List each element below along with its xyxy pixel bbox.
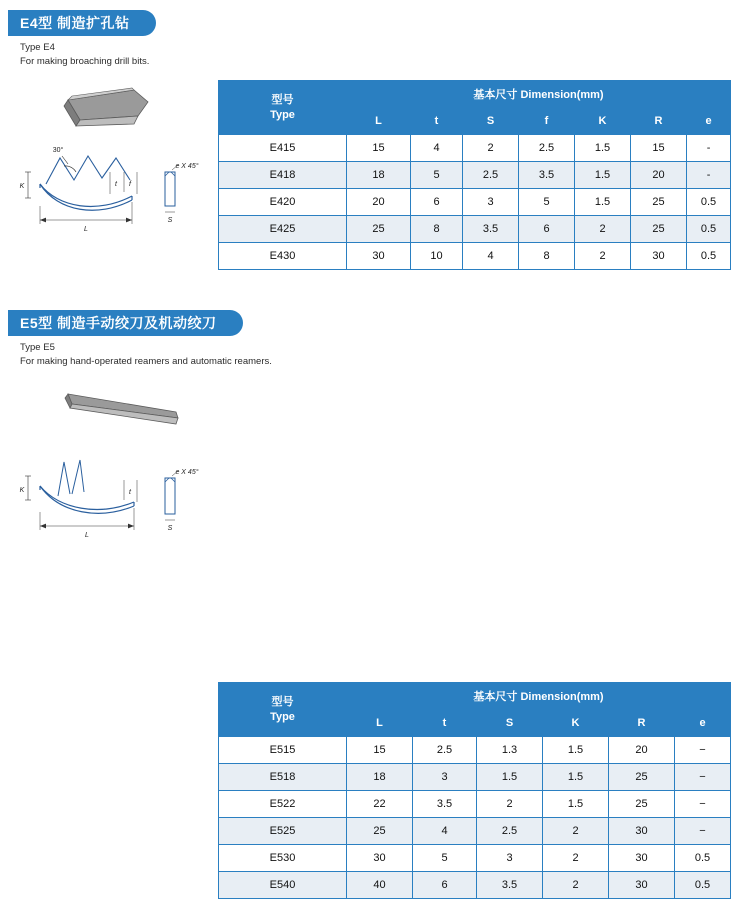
cell-value: − <box>675 764 731 791</box>
table-row <box>219 243 731 270</box>
header-col-L-e4: L <box>347 108 411 135</box>
cell-value: 1.5 <box>575 189 631 216</box>
dim-label-s-e5: S <box>167 525 173 532</box>
cell-value: - <box>687 162 731 189</box>
cell-value: 2 <box>543 845 609 872</box>
cell-value: 30 <box>609 845 675 872</box>
cell-type: E525 <box>219 818 347 845</box>
cell-value: 2 <box>477 791 543 818</box>
cell-value: 18 <box>347 764 413 791</box>
cell-value: 3.5 <box>413 791 477 818</box>
cell-value: 25 <box>631 216 687 243</box>
cell-value: 1.3 <box>477 737 543 764</box>
subtitle-cn-e4: Type E4 <box>20 42 55 53</box>
cell-value: 1.5 <box>477 764 543 791</box>
dim-label-s-e4: S <box>167 217 173 224</box>
cell-value: 30 <box>347 243 411 270</box>
cell-value: 3.5 <box>519 162 575 189</box>
angle-label-e4: 30° <box>52 147 64 154</box>
header-type-e5 <box>219 683 347 737</box>
cell-value: 2 <box>575 243 631 270</box>
cell-value: 15 <box>631 135 687 162</box>
table-row <box>219 872 731 899</box>
spec-table-e5 <box>218 682 731 899</box>
cell-value: 5 <box>411 162 463 189</box>
table-row <box>219 135 731 162</box>
cell-value: 0.5 <box>687 216 731 243</box>
cell-value: 6 <box>413 872 477 899</box>
header-col-R-e4: R <box>631 108 687 135</box>
cell-value: 2 <box>543 818 609 845</box>
cell-value: 15 <box>347 737 413 764</box>
cell-value: 3.5 <box>477 872 543 899</box>
header-col-S-e5: S <box>477 710 543 737</box>
dim-label-l-e5: L <box>85 532 89 539</box>
cell-value: 15 <box>347 135 411 162</box>
cell-value: 1.5 <box>543 764 609 791</box>
chamfer-label-e4: e X 45° <box>175 163 199 170</box>
header-type-en-e5: Type <box>270 710 295 723</box>
header-type-en-e4: Type <box>270 108 295 121</box>
banner-e5 <box>8 310 243 336</box>
header-col-f-e4: f <box>519 108 575 135</box>
cell-value: 0.5 <box>687 243 731 270</box>
header-type-cn-e5: 型号 <box>271 695 294 708</box>
technical-drawing-e5 <box>6 376 206 556</box>
cell-type: E420 <box>219 189 347 216</box>
table-header-row-top-e5 <box>219 683 731 710</box>
table-row <box>219 764 731 791</box>
cell-type: E522 <box>219 791 347 818</box>
cell-value: 0.5 <box>675 845 731 872</box>
cell-type: E425 <box>219 216 347 243</box>
table-row <box>219 216 731 243</box>
cell-value: 1.5 <box>575 135 631 162</box>
cell-type: E415 <box>219 135 347 162</box>
cell-value: 1.5 <box>543 791 609 818</box>
cell-value: 2.5 <box>463 162 519 189</box>
header-col-e-e4: e <box>687 108 731 135</box>
chamfer-label-e5: e X 45° <box>175 469 199 476</box>
cell-type: E540 <box>219 872 347 899</box>
cell-value: 2.5 <box>413 737 477 764</box>
cell-value: 30 <box>631 243 687 270</box>
cell-value: 5 <box>413 845 477 872</box>
cell-value: 25 <box>347 818 413 845</box>
header-col-S-e4: S <box>463 108 519 135</box>
dim-label-l-e4: L <box>84 226 88 233</box>
cell-value: 22 <box>347 791 413 818</box>
cell-value: 2 <box>463 135 519 162</box>
header-col-t-e5: t <box>413 710 477 737</box>
subtitle-en-e4: For making broaching drill bits. <box>20 56 150 67</box>
cell-value: 3 <box>477 845 543 872</box>
cell-value: 0.5 <box>675 872 731 899</box>
table-header-row-top-e4 <box>219 81 731 108</box>
header-type-e4 <box>219 81 347 135</box>
header-col-K-e4: K <box>575 108 631 135</box>
header-col-t-e4: t <box>411 108 463 135</box>
cell-type: E430 <box>219 243 347 270</box>
table-row <box>219 189 731 216</box>
drawing-svg-e5 <box>6 376 206 556</box>
cell-value: 25 <box>609 791 675 818</box>
table-row <box>219 737 731 764</box>
banner-e4 <box>8 10 156 36</box>
cell-value: 25 <box>609 764 675 791</box>
cell-type: E518 <box>219 764 347 791</box>
cell-value: 30 <box>609 818 675 845</box>
cell-value: 4 <box>411 135 463 162</box>
spec-table-e4 <box>218 80 731 270</box>
cell-value: 30 <box>609 872 675 899</box>
cell-value: − <box>675 791 731 818</box>
subtitle-cn-e5: Type E5 <box>20 342 55 353</box>
cell-value: 0.5 <box>687 189 731 216</box>
cell-value: 18 <box>347 162 411 189</box>
banner-title-e4: E4型 制造扩孔钻 <box>20 15 130 31</box>
cell-value: 25 <box>631 189 687 216</box>
cell-type: E515 <box>219 737 347 764</box>
cell-value: 5 <box>519 189 575 216</box>
table-row <box>219 845 731 872</box>
cell-value: 30 <box>347 845 413 872</box>
banner-title-e5: E5型 制造手动绞刀及机动绞刀 <box>20 315 217 331</box>
cell-value: - <box>687 135 731 162</box>
subtitle-en-e5: For making hand-operated reamers and automatic reamers. <box>20 356 272 367</box>
header-col-R-e5: R <box>609 710 675 737</box>
dim-label-k-e4: K <box>19 183 25 190</box>
cell-value: 2.5 <box>477 818 543 845</box>
cell-value: 3 <box>413 764 477 791</box>
technical-drawing-e4 <box>6 76 206 256</box>
cell-value: 4 <box>413 818 477 845</box>
cell-value: 20 <box>631 162 687 189</box>
header-col-L-e5: L <box>347 710 413 737</box>
cell-value: 1.5 <box>543 737 609 764</box>
table-row <box>219 162 731 189</box>
cell-value: 40 <box>347 872 413 899</box>
cell-value: 20 <box>609 737 675 764</box>
dim-label-t-e4: t <box>115 181 117 188</box>
cell-value: 8 <box>411 216 463 243</box>
cell-type: E530 <box>219 845 347 872</box>
cell-type: E418 <box>219 162 347 189</box>
dim-label-k-e5: K <box>19 487 25 494</box>
table-row <box>219 791 731 818</box>
header-col-K-e5: K <box>543 710 609 737</box>
cell-value: 6 <box>411 189 463 216</box>
header-col-e-e5: e <box>675 710 731 737</box>
cell-value: 3 <box>463 189 519 216</box>
cell-value: 2 <box>543 872 609 899</box>
cell-value: 2.5 <box>519 135 575 162</box>
cell-value: 10 <box>411 243 463 270</box>
cell-value: 4 <box>463 243 519 270</box>
header-dimension-e4: 基本尺寸 Dimension(mm) <box>347 81 731 108</box>
cell-value: 1.5 <box>575 162 631 189</box>
dim-label-t-e5: t <box>129 489 131 496</box>
cell-value: 6 <box>519 216 575 243</box>
cell-value: 25 <box>347 216 411 243</box>
cell-value: − <box>675 818 731 845</box>
header-dimension-e5: 基本尺寸 Dimension(mm) <box>347 683 731 710</box>
cell-value: 8 <box>519 243 575 270</box>
header-type-cn-e4: 型号 <box>271 93 294 106</box>
cell-value: − <box>675 737 731 764</box>
dim-label-f-e4: f <box>129 181 131 188</box>
cell-value: 2 <box>575 216 631 243</box>
cell-value: 3.5 <box>463 216 519 243</box>
drawing-svg-e4 <box>6 76 206 256</box>
cell-value: 20 <box>347 189 411 216</box>
table-row <box>219 818 731 845</box>
